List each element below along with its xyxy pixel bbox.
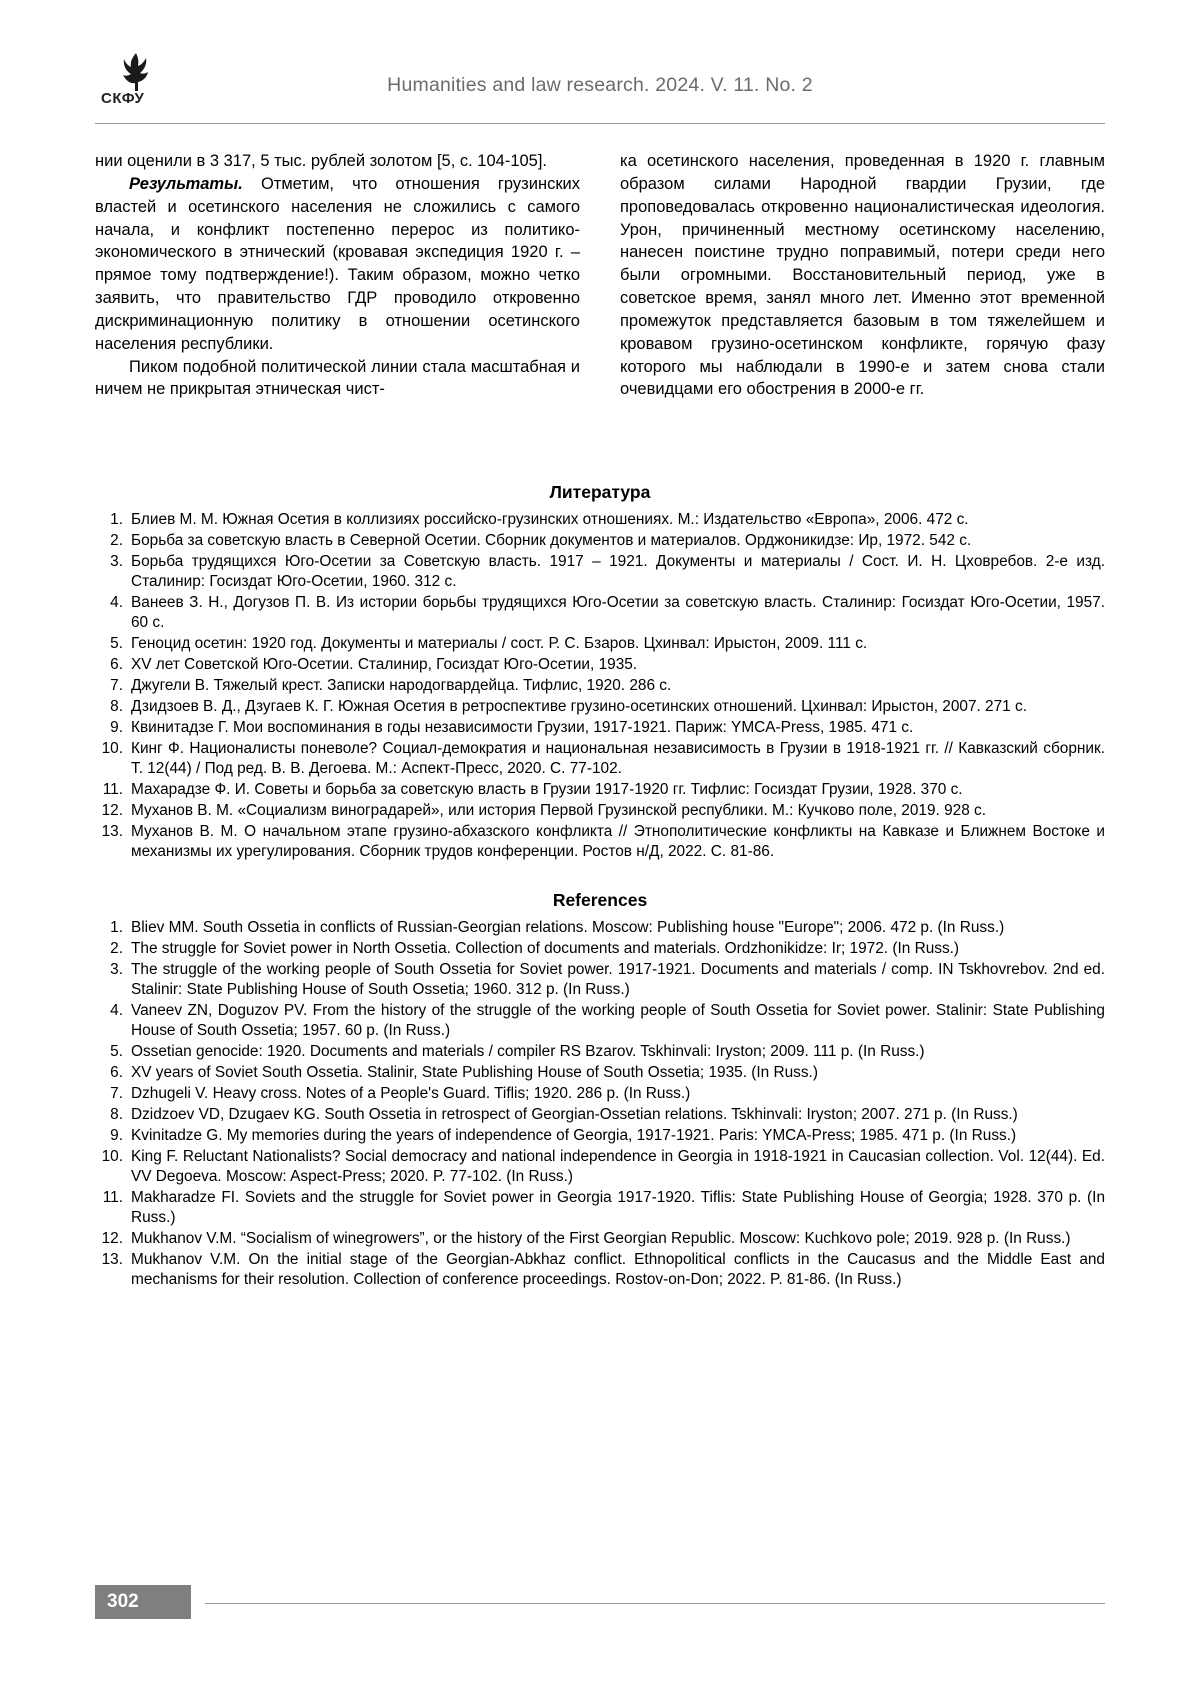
list-item [95,634,1105,654]
list-item [95,960,1105,1000]
item-text: King F. Reluctant Nationalists? Social democracy and national independence in Georgia in 1918-1921 in Caucasian collection. Vol. 12(44). Ed. VV Degoeva. Moscow: Aspect-Press; 2020. P. 77-102. (In Russ.) [131,1148,1105,1186]
item-text: Dzidzoev VD, Dzugaev KG. South Ossetia in retrospect of Georgian-Ossetian relations. Tskhinvali: Iryston; 2007. 271 p. (In Russ.) [131,1106,1018,1124]
list-item [95,676,1105,696]
item-number: 5. [110,1043,123,1061]
item-number: 8. [110,698,123,716]
item-number: 5. [110,635,123,653]
list-item [95,780,1105,800]
article-body [95,150,1105,401]
literature-list [95,510,1105,862]
list-item [95,718,1105,738]
list-item [95,1063,1105,1083]
item-number: 9. [110,719,123,737]
item-number: 13. [101,823,123,841]
item-number: 9. [110,1127,123,1145]
list-item [95,822,1105,862]
header-divider [95,123,1105,124]
list-item [95,552,1105,592]
item-number: 3. [110,553,123,571]
item-text: Дзидзоев В. Д., Дзугаев К. Г. Южная Осетия в ретроспективе грузино-осетинских отношений. Цхинвал: Ирыстон, 2007. 271 с. [131,698,1027,716]
item-number: 12. [101,802,123,820]
item-number: 4. [110,594,123,612]
item-number: 7. [110,677,123,695]
item-text: Dzhugeli V. Heavy cross. Notes of a People's Guard. Tiflis; 1920. 286 p. (In Russ.) [131,1085,691,1103]
item-number: 2. [110,940,123,958]
item-text: Vaneev ZN, Doguzov PV. From the history of the struggle of the working people of South Ossetia for Soviet power. Stalinir: State Publishing House of South Ossetia; 1957. 60 p. (In Russ.) [131,1002,1105,1040]
literature-section [95,482,1105,863]
item-text: Муханов В. М. О начальном этапе грузино-абхазского конфликта // Этнополитические конфликты на Кавказе и Ближнем Востоке и механизмы их урегулирования. Сборник трудов конференции. Ростов н/Д, 2022. С. 81-86. [131,823,1105,861]
item-text: Kvinitadze G. My memories during the years of independence of Georgia, 1917-1921. Paris: YMCA-Press; 1985. 471 p. (In Russ.) [131,1127,1017,1145]
paragraph: Пиком подобной политической линии стала масштабная и ничем не прикрытая этническая чист- [95,357,580,399]
item-text: Квинитадзе Г. Мои воспоминания в годы независимости Грузии, 1917-1921. Париж: YMCA-Press, 1985. 471 с. [131,719,914,737]
list-item [95,1229,1105,1249]
item-number: 6. [110,656,123,674]
journal-header-title: Humanities and law research. 2024. V. 11. No. 2 [387,74,813,96]
item-number: 11. [102,1189,123,1207]
list-item [95,1250,1105,1290]
item-number: 13. [101,1251,123,1269]
paragraph-text: Отметим, что отношения грузинских властей и осетинского населения не сложились с самого начала, и конфликт постепенно перерос из политико-экономического в этнический (кровавая экспедиция 1920 г. – прямое тому подтверждение!). Таким образом, можно четко заявить, что правительство ГДР проводило откровенно дискриминационную политику в отношении осетинского населения республики. [95,174,581,353]
references-list [95,918,1105,1290]
item-text: Геноцид осетин: 1920 год. Документы и материалы / сост. Р. С. Бзаров. Цхинвал: Ирыстон, 2009. 111 с. [131,635,868,653]
list-item [95,939,1105,959]
paragraph: ка осетинского населения, проведенная в 1920 г. главным образом силами Народной гвардии Грузии, где проповедовалась откровенно националистическая идеология. Урон, причиненный местному осетинскому населению, нанесен поистине трудно поправимый, потери среди него были огромными. Восстановительный период, уже в советское время, занял много лет. Именно этот временной промежуток представляется базовым в том тяжелейшем и кровавом грузино-осетинском конфликте, горячую фазу которого мы наблюдали в 1990-е и затем снова стали очевидцами его обострения в 2000-е гг. [620,152,1105,399]
item-text: Bliev MM. South Ossetia in conflicts of Russian-Georgian relations. Moscow: Publishing house "Europe"; 2006. 472 p. (In Russ.) [131,919,1005,936]
item-number: 4. [110,1002,123,1020]
item-number: 1. [110,919,123,936]
item-text: Муханов В. М. «Социализм виноградарей», или история Первой Грузинской республики. М.: Кучково поле, 2019. 928 с. [131,802,986,820]
item-number: 2. [110,532,123,550]
item-text: Кинг Ф. Националисты поневоле? Социал-демократия и национальная независимость в Грузии в 1918-1921 гг. // Кавказский сборник. Т. 12(44) / Под ред. В. В. Дегоева. М.: Аспект-Пресс, 2020. С. 77-102. [131,740,1105,778]
references-section [95,890,1105,1291]
list-item [95,1001,1105,1041]
item-text: Mukhanov V.M. “Socialism of winegrowers”, or the history of the First Georgian Republic. Moscow: Kuchkovo pole; 2019. 928 p. (In Russ.) [131,1230,1071,1248]
item-number: 6. [110,1064,123,1082]
item-text: Джугели В. Тяжелый крест. Записки народогвардейца. Тифлис, 1920. 286 с. [131,677,672,695]
item-number: 8. [110,1106,123,1124]
item-text: XV years of Soviet South Ossetia. Stalinir, State Publishing House of South Ossetia; 1935. (In Russ.) [131,1064,818,1082]
literature-title: Литература [549,482,651,502]
item-text: Makharadze FI. Soviets and the struggle for Soviet power in Georgia 1917-1920. Tiflis: State Publishing House of Georgia; 1928. 370 p. (In Russ.) [131,1189,1105,1227]
list-item [95,655,1105,675]
item-text: The struggle for Soviet power in North Ossetia. Collection of documents and materials. Ordzhonikidze: Ir; 1972. (In Russ.) [131,940,960,958]
item-text: Ванеев З. Н., Догузов П. В. Из истории борьбы трудящихся Юго-Осетии за советскую власть. Сталинир: Госиздат Юго-Осетии, 1957. 60 с. [131,594,1105,632]
item-number: 1. [110,511,123,528]
references-title: References [552,890,648,910]
item-text: XV лет Советской Юго-Осетии. Сталинир, Госиздат Юго-Осетии, 1935. [131,656,638,674]
paragraph [95,173,580,356]
page-footer [95,1585,1105,1619]
list-item [95,531,1105,551]
list-item [95,1126,1105,1146]
item-number: 10. [101,740,123,758]
list-item [95,1042,1105,1062]
list-item [95,593,1105,633]
list-item [95,510,1105,530]
list-item [95,1105,1105,1125]
page-header [95,52,1105,114]
logo-text: СКФУ [101,90,145,107]
paragraph: нии оценили в 3 317, 5 тыс. рублей золотом [5, с. 104-105]. [95,152,548,170]
list-item [95,1188,1105,1228]
footer-divider [205,1603,1105,1604]
item-number: 12. [101,1230,123,1248]
body-right-column [620,150,1105,401]
item-text: Mukhanov V.M. On the initial stage of the Georgian-Abkhaz conflict. Ethnopolitical conflicts in the Caucasus and the Middle East and mechanisms for their resolution. Collection of conference proceedings. Rostov-on-Don; 2022. P. 81-86. (In Russ.) [131,1251,1105,1289]
item-text: Ossetian genocide: 1920. Documents and materials / compiler RS Bzarov. Tskhinvali: Iryston; 2009. 111 p. (In Russ.) [131,1043,925,1061]
item-text: Борьба трудящихся Юго-Осетии за Советскую власть. 1917 – 1921. Документы и материалы / Сост. И. Н. Цховребов. 2-е изд. Сталинир: Госиздат Юго-Осетии, 1960. 312 с. [131,553,1105,591]
item-text: Махарадзе Ф. И. Советы и борьба за советскую власть в Грузии 1917-1920 гг. Тифлис: Госиздат Грузии, 1928. 370 с. [131,781,963,799]
item-number: 7. [110,1085,123,1103]
body-left-column [95,150,580,401]
page-number: 302 [95,1585,191,1619]
list-item [95,697,1105,717]
results-heading: Результаты. [129,174,243,193]
list-item [95,739,1105,779]
item-text: Борьба за советскую власть в Северной Осетии. Сборник документов и материалов. Орджоникидзе: Ир, 1972. 542 с. [131,532,972,550]
item-number: 11. [102,781,123,799]
list-item [95,1147,1105,1187]
list-item [95,801,1105,821]
list-item [95,1084,1105,1104]
item-number: 3. [110,961,123,979]
list-item [95,918,1105,938]
item-text: Блиев М. М. Южная Осетия в коллизиях российско-грузинских отношениях. М.: Издательство «Европа», 2006. 472 с. [131,511,969,528]
item-text: The struggle of the working people of South Ossetia for Soviet power. 1917-1921. Documents and materials / comp. IN Tskhovrebov. 2nd ed. Stalinir: State Publishing House of South Ossetia; 1960. 312 p. (In Russ.) [131,961,1105,999]
item-number: 10. [101,1148,123,1166]
